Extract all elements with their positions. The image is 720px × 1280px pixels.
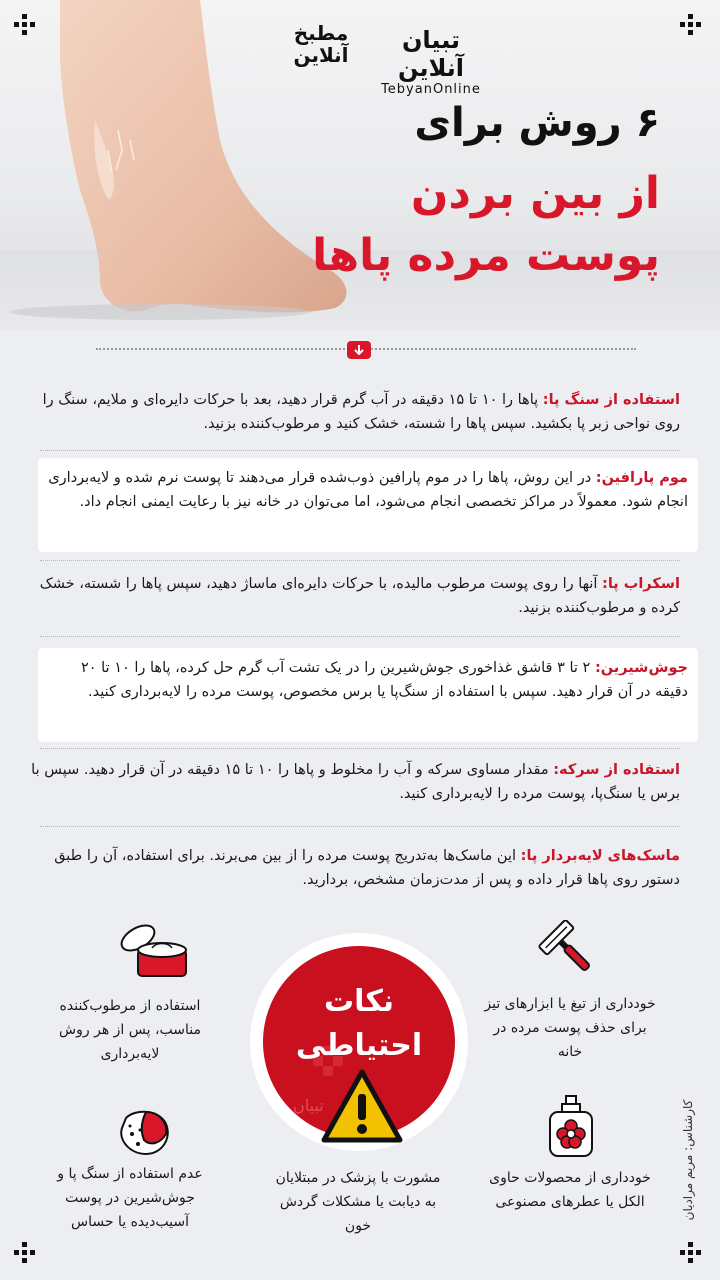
perfume-bottle-icon [540,1094,604,1160]
matbakh-logo-line1: مطبخ [293,21,349,45]
corner-dots-icon [14,1242,38,1266]
matbakh-logo-line2: آنلاین [293,43,349,67]
title-line3: پوست مرده پاها [312,230,660,281]
method-paraffin [38,458,698,552]
method-scrub [16,572,688,620]
dotted-separator [40,450,680,451]
corner-dots-icon [680,1242,704,1266]
title-line2: از بین بردن [410,168,660,219]
hero-section [0,0,720,330]
method-heading: استفاده از سنگ پا: [542,392,680,408]
cream-jar-icon [116,918,192,982]
tebyan-logo [372,26,490,98]
tebyan-logo-en: TebyanOnline [381,82,481,97]
tip-doctor: مشورت با پزشک در مبتلایان به دیابت یا مشکلات گردش خون [275,1170,441,1234]
method-text: آنها را روی پوست مرطوب مالیده، با حرکات دایره‌ای ماساژ دهید، سپس پاها را شسته، خشک کرده و مرطوب‌کننده بزنید. [39,576,680,616]
razor-icon [536,920,602,980]
method-heading: اسکراب پا: [602,576,680,592]
dotted-separator [40,636,680,637]
tip-pumice: عدم استفاده از سنگ پا و جوش‌شیرین در پوست آسیب‌دیده یا حساس [57,1166,203,1230]
dotted-separator [40,560,680,561]
title-line1: ۶ روش برای [414,100,660,146]
method-text: مقدار مساوی سرکه و آب را مخلوط و پاها را ۱۰ تا ۱۵ دقیقه در آن قرار دهید. سپس با برس یا سنگ‌پا، پوست مرده را لایه‌برداری کنید. [31,762,680,802]
method-heading: استفاده از سرکه: [553,762,680,778]
arrow-down-icon [347,341,371,359]
dotted-separator [40,748,680,749]
tebyan-logo-fa: تبیان آنلاین [397,26,465,82]
method-heading: جوش‌شیرین: [594,660,688,676]
method-heading: ماسک‌های لایه‌بردار پا: [520,848,680,864]
tips-title [263,980,455,1068]
method-heading: موم پارافین: [595,470,688,486]
method-pumice [16,388,688,436]
method-mask [16,844,688,892]
corner-dots-icon [680,14,704,38]
tip-razor: خودداری از تیغ یا ابزارهای تیز برای حذف پوست مرده در خانه [484,996,656,1060]
watermark-text: تبیان [293,1096,324,1115]
tips-title-line1: نکات [323,984,395,1019]
credit [676,1090,700,1230]
method-text: ۲ تا ۳ قاشق غذاخوری جوش‌شیرین را در یک تشت آب گرم حل کرده، پاها را ۱۰ تا ۲۰ دقیقه در آن قرار دهید. سپس با استفاده از سنگ‌پا یا برس مخصوص، پوست مرده را لایه‌برداری کنید. [80,660,688,700]
method-text: در این روش، پاها را در موم پارافین ذوب‌شده قرار می‌دهند تا پوست نرم شده و لایه‌برداری انجام شود. معمولاً در مراکز تخصصی انجام می‌شود، اما می‌توان در خانه نیز با رعایت ایمنی انجام داد. [48,470,688,510]
method-baking-soda [38,648,698,742]
matbakh-logo [286,22,356,66]
tips-title-line2: احتیاطی [295,1028,423,1063]
dotted-separator [40,826,680,827]
tip-alcohol: خودداری از محصولات حاوی الکل یا عطرهای مصنوعی [489,1170,651,1210]
warning-icon [320,1068,404,1146]
method-text: پاها را ۱۰ تا ۱۵ دقیقه در آب گرم قرار دهید، بعد با حرکات دایره‌ای و ملایم، سنگ را روی نواحی زبر پا بکشید. سپس پاها را شسته، خشک کنید و مرطوب‌کننده بزنید. [42,392,680,432]
tip-moisturizer: استفاده از مرطوب‌کننده مناسب، پس از هر روش لایه‌برداری [59,998,201,1062]
credit-text: کارشناس: مریم مرادیان [681,1099,695,1221]
corner-dots-icon [14,14,38,38]
method-text: این ماسک‌ها به‌تدریج پوست مرده را از بین می‌برند. برای استفاده، آن را طبق دستور روی پاها قرار داده و پس از مدت‌زمان مشخص، بردارید. [54,848,680,888]
pumice-stone-icon [116,1104,172,1160]
method-vinegar [16,758,688,806]
